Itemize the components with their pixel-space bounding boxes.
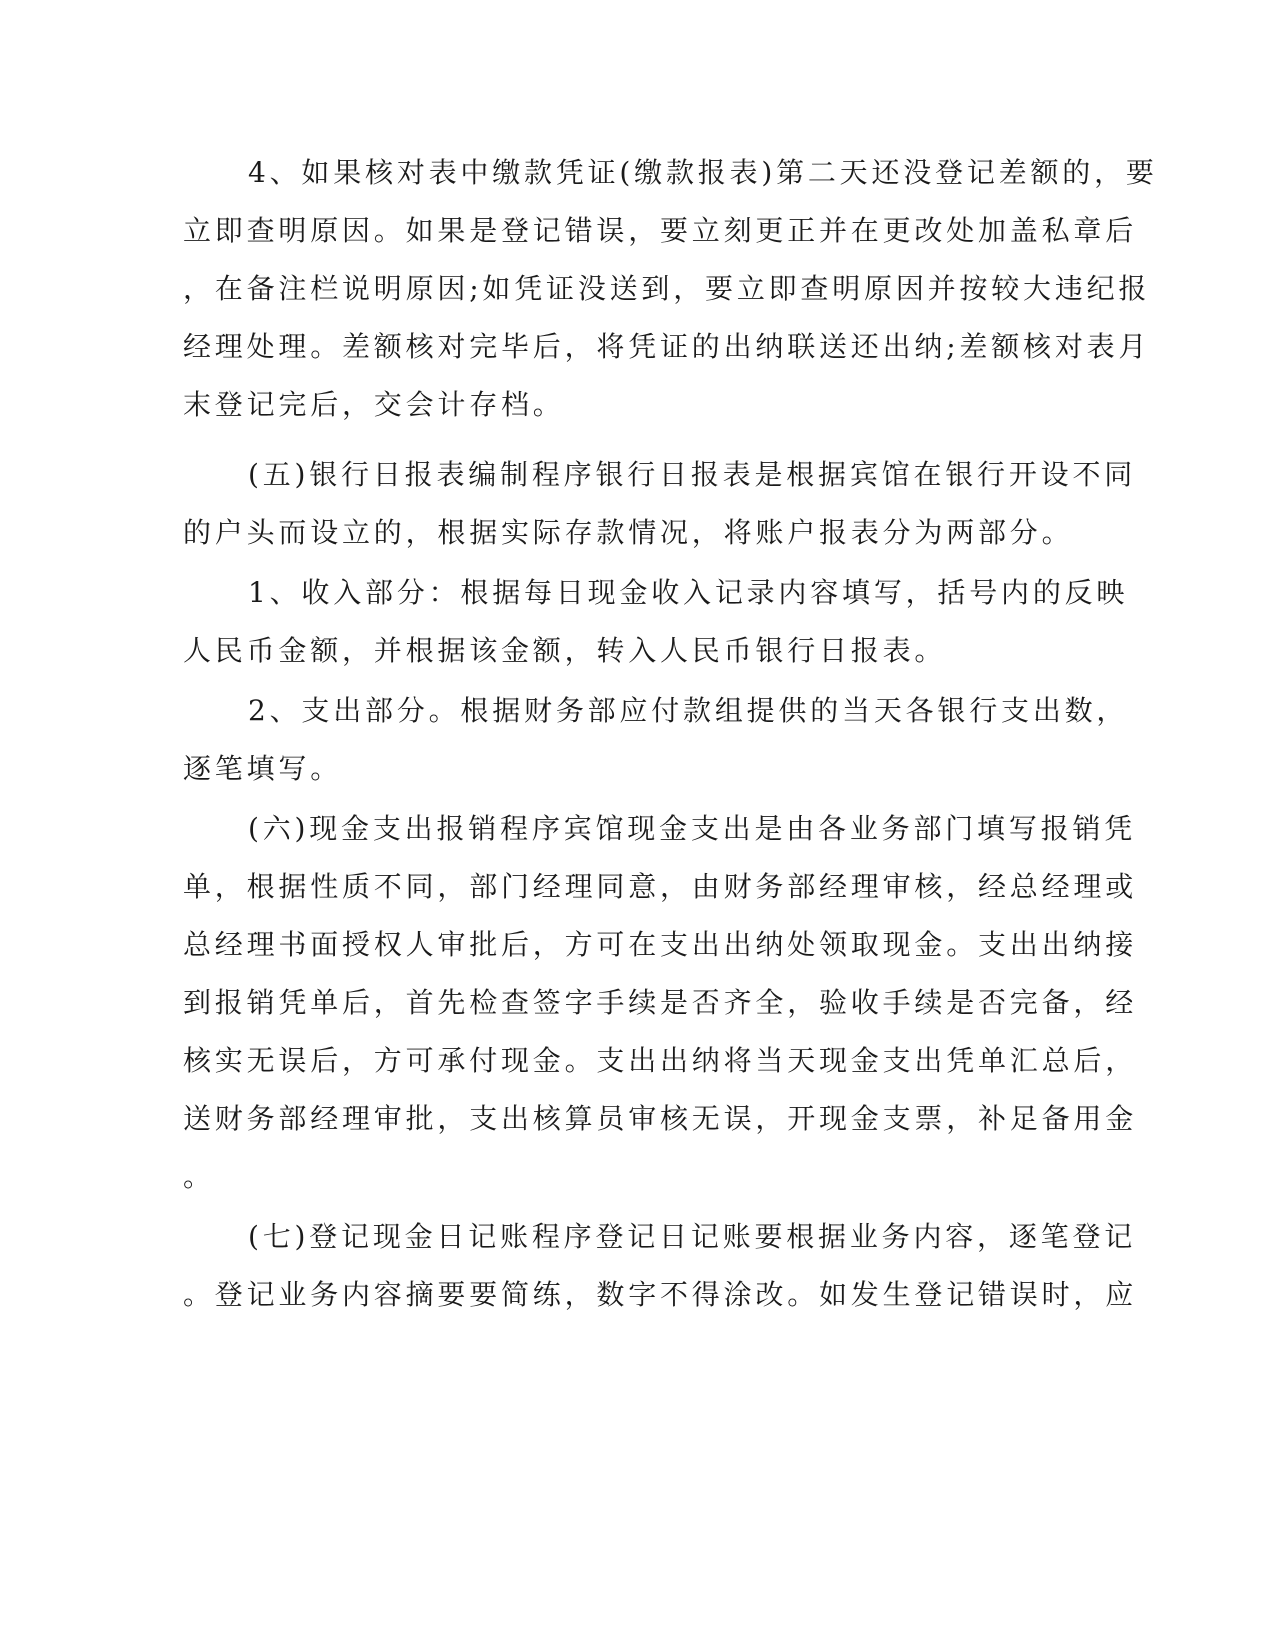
paragraph-5-line-7: 。 [183,1160,215,1193]
paragraph-5-line-5: 核实无误后，方可承付现金。支出出纳将当天现金支出凭单汇总后， [183,1044,1138,1077]
paragraph-1-line-1: 4、如果核对表中缴款凭证(缴款报表)第二天还没登记差额的，要 [248,156,1158,189]
paragraph-4-line-2: 逐笔填写。 [183,752,343,785]
paragraph-6-line-1: (七)登记现金日记账程序登记日记账要根据业务内容，逐笔登记 [248,1220,1137,1253]
paragraph-3-line-2: 人民币金额，并根据该金额，转入人民币银行日报表。 [183,634,947,667]
paragraph-5-line-2: 单，根据性质不同，部门经理同意，由财务部经理审核，经总经理或 [183,870,1138,903]
paragraph-1-line-4: 经理处理。差额核对完毕后，将凭证的出纳联送还出纳;差额核对表月 [183,330,1151,363]
paragraph-6-line-2: 。登记业务内容摘要要简练，数字不得涂改。如发生登记错误时，应 [183,1278,1138,1311]
paragraph-3-line-1: 1、收入部分：根据每日现金收入记录内容填写，括号内的反映 [248,576,1129,609]
paragraph-5-line-1: (六)现金支出报销程序宾馆现金支出是由各业务部门填写报销凭 [248,812,1137,845]
paragraph-1-line-2: 立即查明原因。如果是登记错误，要立刻更正并在更改处加盖私章后 [183,214,1138,247]
paragraph-1-line-5: 末登记完后，交会计存档。 [183,388,565,421]
paragraph-1-line-3: ，在备注栏说明原因;如凭证没送到，要立即查明原因并按较大违纪报 [183,272,1151,305]
paragraph-5-line-3: 总经理书面授权人审批后，方可在支出出纳处领取现金。支出出纳接 [183,928,1138,961]
paragraph-5-line-4: 到报销凭单后，首先检查签字手续是否齐全，验收手续是否完备，经 [183,986,1138,1019]
paragraph-2-line-1: (五)银行日报表编制程序银行日报表是根据宾馆在银行开设不同 [248,458,1137,491]
paragraph-4-line-1: 2、支出部分。根据财务部应付款组提供的当天各银行支出数， [248,694,1129,727]
paragraph-2-line-2: 的户头而设立的，根据实际存款情况，将账户报表分为两部分。 [183,516,1074,549]
paragraph-5-line-6: 送财务部经理审批，支出核算员审核无误，开现金支票，补足备用金 [183,1102,1138,1135]
